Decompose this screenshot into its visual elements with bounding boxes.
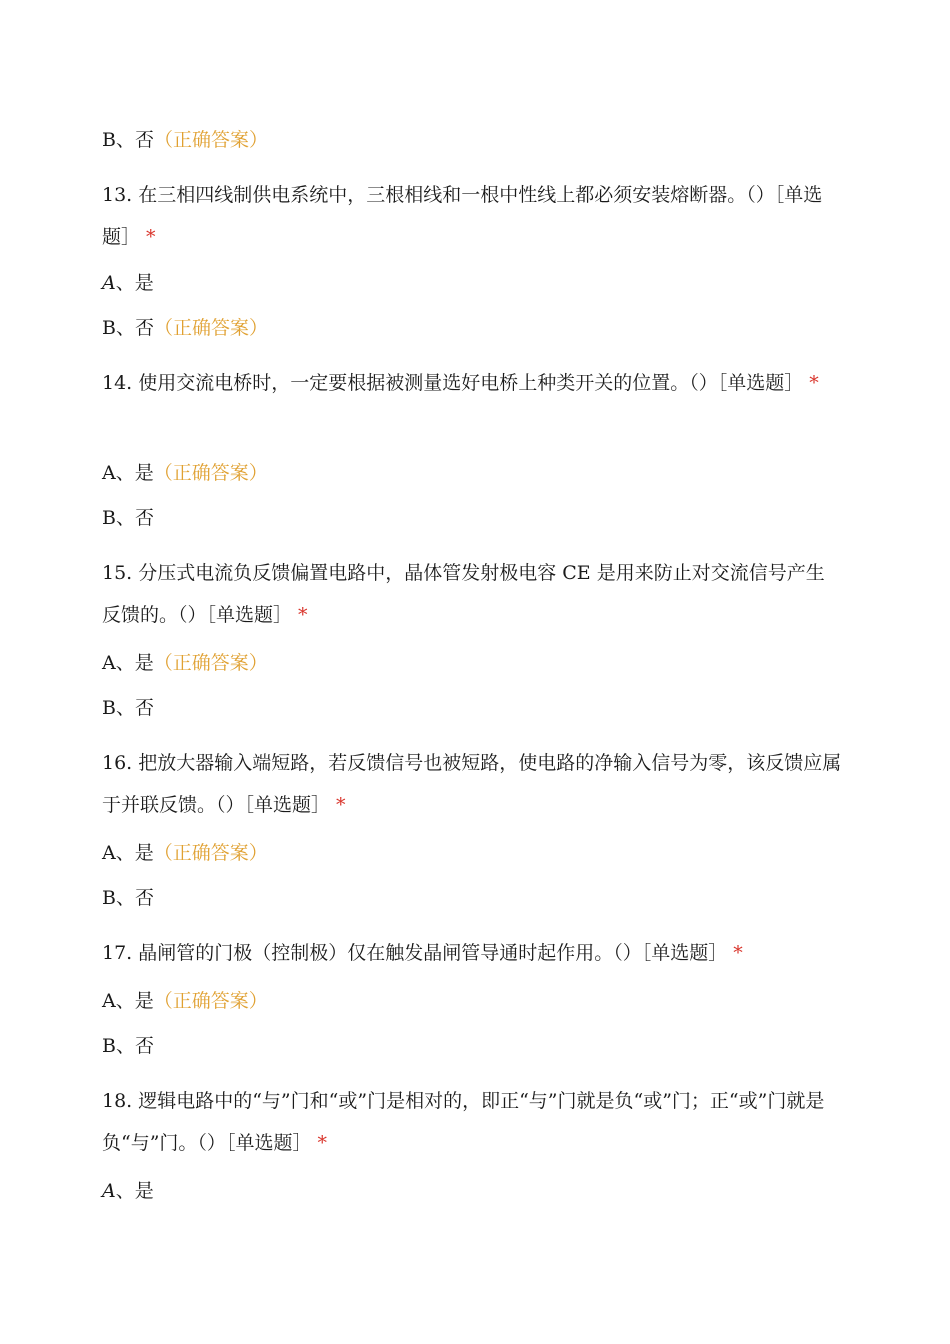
- option-text: 是: [134, 990, 154, 1012]
- option-separator: 、: [115, 887, 135, 909]
- correct-answer-label: （正确答案）: [154, 129, 269, 151]
- option-letter: A: [102, 652, 116, 674]
- option-letter: A: [102, 990, 116, 1012]
- option-letter: B: [102, 129, 116, 151]
- option-separator: 、: [115, 652, 135, 674]
- question-number: 16.: [102, 752, 133, 774]
- question-text: 使用交流电桥时，一定要根据被测量选好电桥上种类开关的位置。（）: [138, 372, 718, 394]
- option-a: [102, 1179, 842, 1203]
- question-type-tag: ［单选题］: [244, 794, 331, 816]
- option-b: [102, 1034, 842, 1058]
- option-separator: 、: [115, 842, 135, 864]
- option-text: 否: [134, 317, 154, 339]
- question-type-tag: ［单选题］: [717, 372, 804, 394]
- option-separator: 、: [115, 317, 135, 339]
- question-text: 分压式电流负反馈偏置电路中，晶体管发射极电容 CE 是用来防止对交流信号产生反馈的。（）: [102, 562, 825, 626]
- question-number: 14.: [102, 372, 133, 394]
- question-type-tag: ［单选题］: [102, 184, 823, 248]
- option-separator: 、: [115, 129, 135, 151]
- question-number: 13.: [102, 184, 133, 206]
- option-text: 否: [134, 129, 154, 151]
- option-text: 否: [134, 697, 154, 719]
- option-letter: A: [102, 1180, 116, 1202]
- option-separator: 、: [115, 1035, 135, 1057]
- question-text: 晶闸管的门极（控制极）仅在触发晶闸管导通时起作用。（）: [138, 942, 642, 964]
- option-letter: A: [102, 842, 116, 864]
- correct-answer-label: （正确答案）: [153, 462, 268, 484]
- question-text: 逻辑电路中的“与”门和“或”门是相对的，即正“与”门就是负“或”门；正“或”门就是负“与”门。（）: [102, 1090, 825, 1154]
- option-letter: B: [102, 317, 116, 339]
- option-text: 否: [134, 1035, 154, 1057]
- option-b: [102, 506, 842, 530]
- option-text: 是: [134, 1180, 154, 1202]
- correct-answer-label: （正确答案）: [154, 317, 269, 339]
- question-number: 17.: [102, 942, 133, 964]
- required-star: *: [809, 372, 819, 394]
- correct-answer-label: （正确答案）: [153, 842, 268, 864]
- option-text: 是: [134, 462, 154, 484]
- question-number: 15.: [102, 562, 133, 584]
- option-separator: 、: [115, 697, 135, 719]
- question-type-tag: ［单选题］: [641, 942, 728, 964]
- option-text: 是: [134, 272, 154, 294]
- required-star: *: [336, 794, 346, 816]
- option-separator: 、: [115, 1180, 135, 1202]
- required-star: *: [146, 226, 156, 248]
- required-star: *: [317, 1132, 327, 1154]
- option-a: [102, 989, 842, 1013]
- option-letter: A: [102, 462, 116, 484]
- option-a: [102, 271, 842, 295]
- option-text: 否: [134, 887, 154, 909]
- option-text: 否: [134, 507, 154, 529]
- option-text: 是: [134, 842, 154, 864]
- option-b: [102, 886, 842, 910]
- option-separator: 、: [115, 990, 135, 1012]
- option-separator: 、: [115, 507, 135, 529]
- option-text: 是: [134, 652, 154, 674]
- option-b: [102, 128, 842, 152]
- question-type-tag: ［单选题］: [206, 604, 293, 626]
- required-star: *: [298, 604, 308, 626]
- option-separator: 、: [115, 462, 135, 484]
- question-number: 18.: [102, 1090, 133, 1112]
- option-b: [102, 696, 842, 720]
- question-17: [102, 932, 842, 974]
- option-letter: B: [102, 1035, 116, 1057]
- option-letter: A: [102, 272, 116, 294]
- question-type-tag: ［单选题］: [225, 1132, 312, 1154]
- option-a: [102, 651, 842, 675]
- question-text: 在三相四线制供电系统中，三根相线和一根中性线上都必须安装熔断器。（）: [138, 184, 775, 206]
- question-13: [102, 174, 842, 258]
- question-14: [102, 362, 842, 404]
- option-separator: 、: [115, 272, 135, 294]
- question-text: 把放大器输入端短路，若反馈信号也被短路，使电路的净输入信号为零，该反馈应属于并联反馈。（）: [102, 752, 842, 816]
- option-letter: B: [102, 887, 116, 909]
- option-b: [102, 316, 842, 340]
- question-18: [102, 1080, 842, 1164]
- option-a: [102, 461, 842, 485]
- option-letter: B: [102, 697, 116, 719]
- correct-answer-label: （正确答案）: [153, 990, 268, 1012]
- required-star: *: [733, 942, 743, 964]
- question-16: [102, 742, 842, 826]
- option-a: [102, 841, 842, 865]
- question-15: [102, 552, 842, 636]
- option-letter: B: [102, 507, 116, 529]
- correct-answer-label: （正确答案）: [153, 652, 268, 674]
